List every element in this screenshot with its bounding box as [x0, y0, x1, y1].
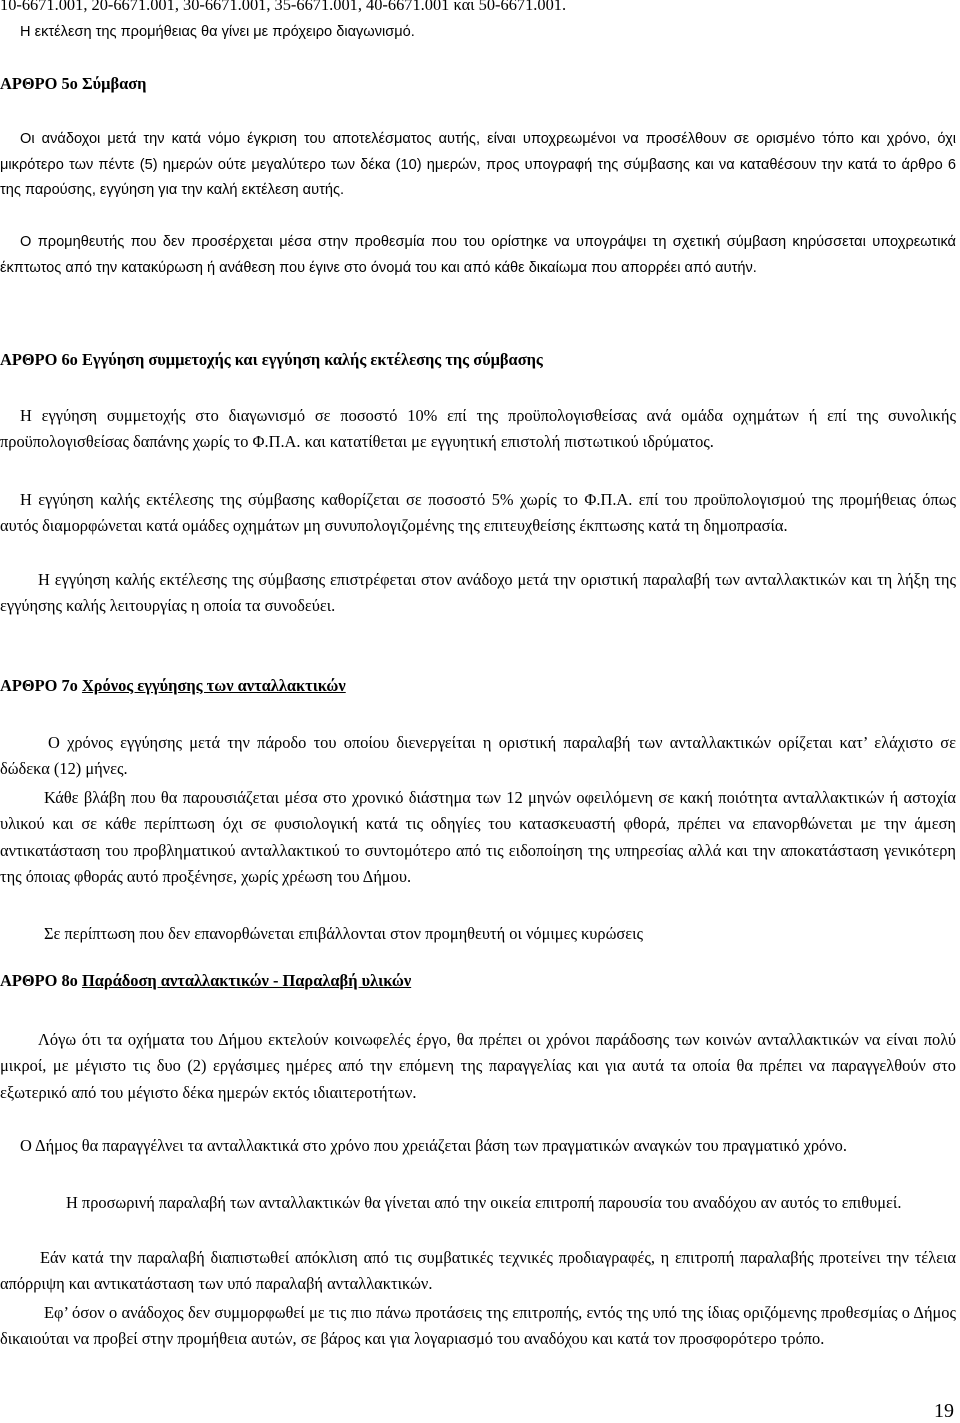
- article-7-paragraph-1: Ο χρόνος εγγύησης μετά την πάροδο του οποίου διενεργείται η οριστική παραλαβή των ανταλλακτικών ορίζεται κατ’ ελάχιστο σε δώδεκα (12) μήνες.: [0, 733, 956, 779]
- article-8-paragraph-1: Λόγω ότι τα οχήματα του Δήμου εκτελούν κοινωφελές έργο, θα πρέπει οι χρόνοι παράδοσης των κοινών ανταλλακτικών να είναι πολύ μικροί, με μέγιστο τις δυο (2) εργάσιμες ημέρες από την επόμενη της παραγγελίας και για αυτά τα οποία θα πρέπει να παραγγελθούν στο εξωτερικό από του μέγιστο δέκα ημερών εκτός ιδιαιτεροτήτων.: [0, 1030, 956, 1102]
- article-7-title: ΑΡΘΡΟ 7ο Χρόνος εγγύησης των ανταλλακτικών: [0, 676, 346, 695]
- article-5-title: ΑΡΘΡΟ 5ο Σύμβαση: [0, 74, 147, 93]
- article-5-paragraph-2: Ο προμηθευτής που δεν προσέρχεται μέσα στην προθεσμία που του ορίστηκε να υπογράψει τη σχετική σύμβαση κηρύσσεται υποχρεωτικά έκπτωτος από την κατακύρωση ή ανάθεση που έγινε στο όνομά του και από κάθε δικαίωμα που απορρέει από αυτήν.: [0, 234, 956, 276]
- article-6-paragraph-1: Η εγγύηση συμμετοχής στο διαγωνισμό σε ποσοστό 10% επί της προϋπολογισθείσας ανά ομάδα οχημάτων ή επί της συνολικής προϋπολογισθείσας δαπάνης χωρίς το Φ.Π.Α. και κατατίθεται με εγγυητική επιστολή πιστωτικού ιδρύματος.: [0, 406, 956, 452]
- article-7-title-underlined: Χρόνος εγγύησης των ανταλλακτικών: [81, 676, 346, 695]
- article-8-paragraph-3: Η προσωρινή παραλαβή των ανταλλακτικών θα γίνεται από την οικεία επιτροπή παρουσία του αναδόχου αν αυτός το επιθυμεί.: [66, 1193, 902, 1212]
- article-5-paragraph-1: Οι ανάδοχοι μετά την κατά νόμο έγκριση του αποτελέσματος αυτής, είναι υποχρεωμένοι να προσέλθουν σε ορισμένο τόπο και χρόνο, όχι μικρότερο των πέντε (5) ημερών ούτε μεγαλύτερο των δέκα (10) ημερών, προς υπογραφή της σύμβασης και να καταθέσουν την κατά το άρθρο 6 της παρούσης, εγγύηση για την καλή εκτέλεση αυτής.: [0, 131, 956, 199]
- article-8-paragraph-4: Εάν κατά την παραλαβή διαπιστωθεί απόκλιση από τις συμβατικές τεχνικές προδιαγραφές, η επιτροπή παραλαβής προτείνει την τέλεια απόρριψη και αντικατάσταση των υπό παραλαβή ανταλλακτικών.: [0, 1248, 956, 1294]
- article-6-title: ΑΡΘΡΟ 6ο Εγγύηση συμμετοχής και εγγύηση καλής εκτέλεσης της σύμβασης: [0, 350, 543, 369]
- article-6-paragraph-3: Η εγγύηση καλής εκτέλεσης της σύμβασης επιστρέφεται στον ανάδοχο μετά την οριστική παραλαβή των ανταλλακτικών και τη λήξη της εγγύησης καλής λειτουργίας η οποία τα συνοδεύει.: [0, 570, 956, 616]
- article-8-title-underlined: Παράδοση ανταλλακτικών - Παραλαβή υλικών: [81, 971, 412, 990]
- article-8-title: ΑΡΘΡΟ 8ο Παράδοση ανταλλακτικών - Παραλαβή υλικών: [0, 971, 412, 990]
- line-procedure: Η εκτέλεση της προμήθειας θα γίνει με πρόχειρο διαγωνισμό.: [20, 24, 415, 40]
- article-8-paragraph-2: Ο Δήμος θα παραγγέλνει τα ανταλλακτικά στο χρόνο που χρειάζεται βάση των πραγματικών αναγκών του πραγματικό χρόνο.: [20, 1136, 847, 1155]
- page-number: 19: [934, 1400, 954, 1422]
- line-refs: 10-6671.001, 20-6671.001, 30-6671.001, 35-6671.001, 40-6671.001 και 50-6671.001.: [0, 0, 567, 14]
- article-7-paragraph-2: Κάθε βλάβη που θα παρουσιάζεται μέσα στο χρονικό διάστημα των 12 μηνών οφειλόμενη σε κακή ποιότητα ανταλλακτικών ή αστοχία υλικού και σε κάθε περίπτωση όχι σε φυσιολογική κατά τις οδηγίες του κατασκευαστή φθορά, πρέπει να επανορθώνεται με την άμεση αντικατάσταση του προβληματικού ανταλλακτικού το συντομότερο από τις ειδοποίηση της υπηρεσίας αλλά και την αποκατάσταση γενικότερη της όποιας φθοράς αυτό προξένησε, χωρίς χρέωση του Δήμου.: [0, 788, 956, 886]
- article-7-paragraph-3: Σε περίπτωση που δεν επανορθώνεται επιβάλλονται στον προμηθευτή οι νόμιμες κυρώσεις: [44, 924, 644, 943]
- article-6-paragraph-2: Η εγγύηση καλής εκτέλεσης της σύμβασης καθορίζεται σε ποσοστό 5% χωρίς το Φ.Π.Α. επί του προϋπολογισμού της προμήθειας όπως αυτός διαμορφώνεται κατά ομάδες οχημάτων μη συνυπολογιζομένης της επιτευχθείσης έκπτωσης κατά τη δημοπρασία.: [0, 490, 956, 536]
- article-8-paragraph-5: Εφ’ όσον ο ανάδοχος δεν συμμορφωθεί με τις πιο πάνω προτάσεις της επιτροπής, εντός της υπό της ίδιας οριζόμενης προθεσμίας ο Δήμος δικαιούται να προβεί στην προμήθεια αυτών, σε βάρος και για λογαριασμό του αναδόχου και κατά τον προσφορότερο τρόπο.: [0, 1303, 956, 1349]
